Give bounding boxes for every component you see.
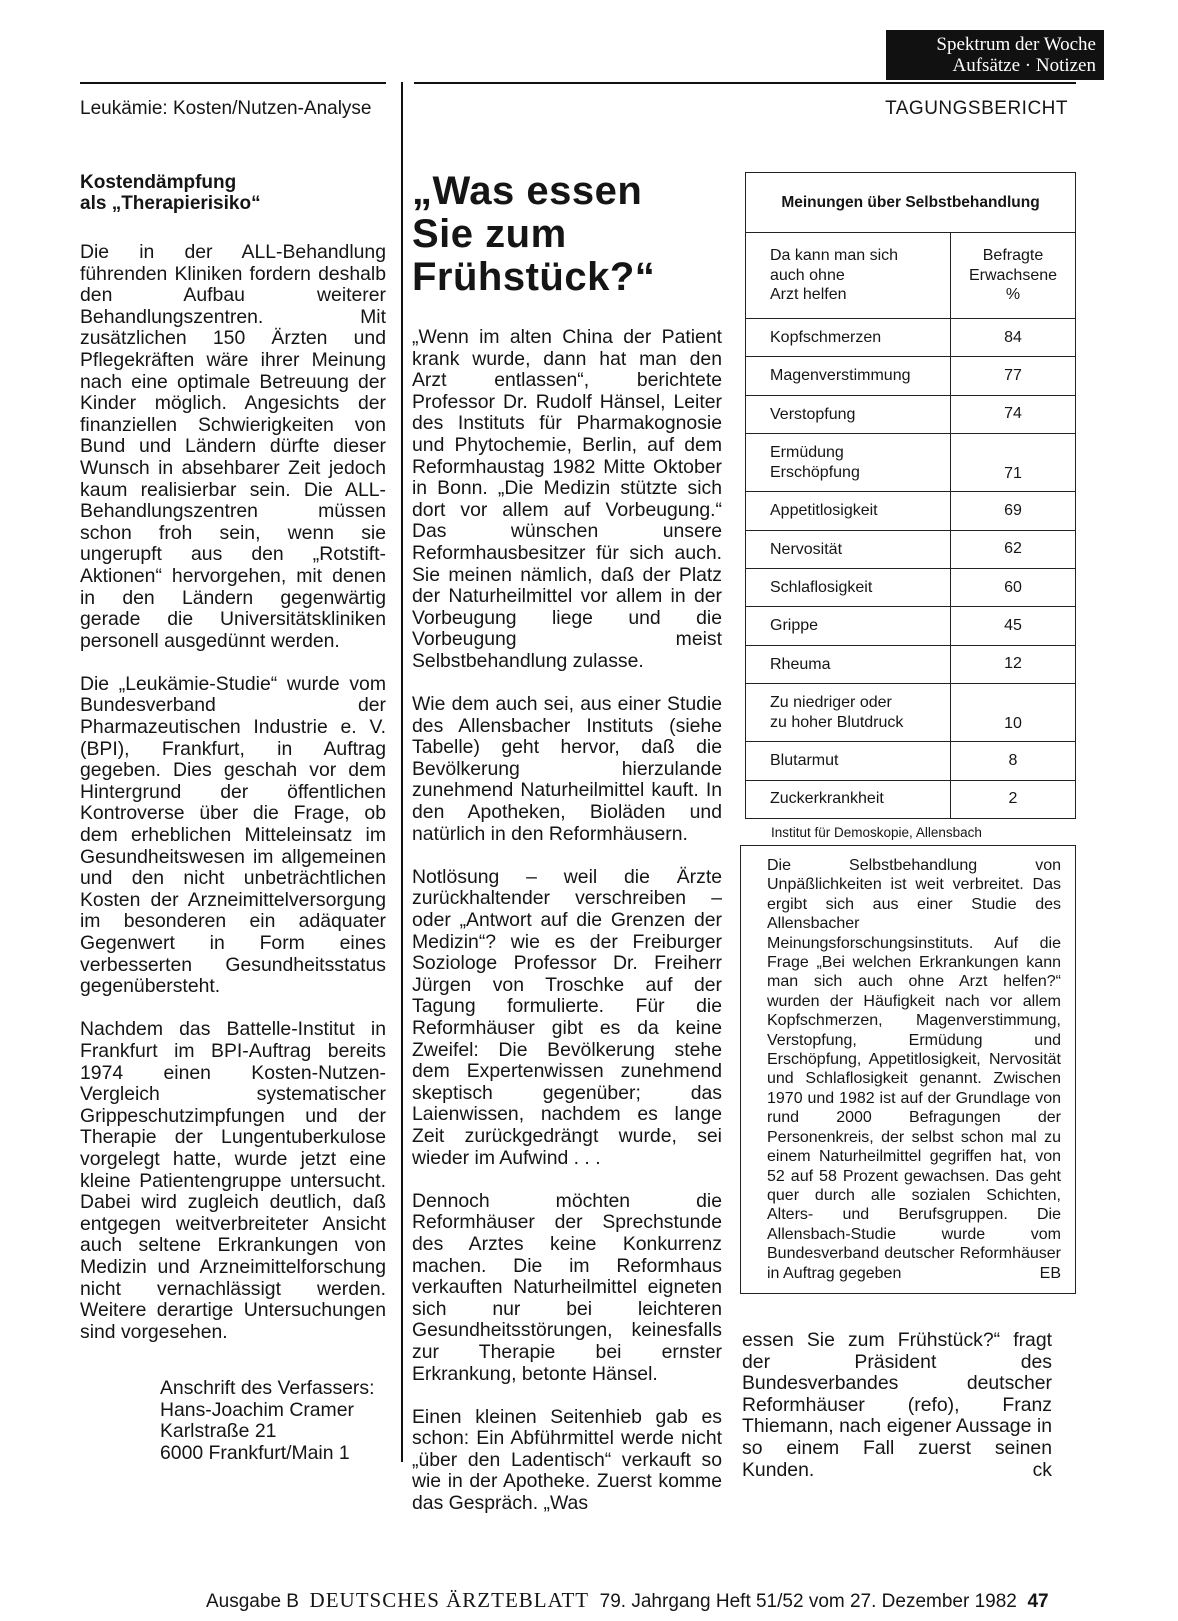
table-header-condition: [746, 233, 951, 319]
row-condition: Kopfschmerzen: [746, 319, 951, 357]
header-right-kicker: TAGUNGSBERICHT: [885, 98, 1068, 119]
row-condition: Zuckerkrankheit: [746, 780, 951, 818]
header-line: Arzt helfen: [770, 286, 847, 304]
table-source: Institut für Demoskopie, Allensbach: [771, 824, 982, 840]
table-row: [746, 395, 1076, 433]
row-percent: 74: [951, 395, 1076, 433]
header-rule-left: [80, 82, 386, 84]
badge-line-2: Aufsätze · Notizen: [952, 55, 1096, 76]
headline-line: Sie zum: [412, 212, 567, 256]
address-line: 6000 Frankfurt/Main 1: [160, 1441, 350, 1464]
address-line: Karlstraße 21: [160, 1420, 277, 1443]
row-condition: Blutarmut: [746, 742, 951, 780]
table-body: [746, 319, 1076, 819]
row-percent: 71: [951, 434, 1076, 492]
column-divider: [401, 82, 403, 1462]
main-paragraph: „Wenn im alten China der Patient krank wurde, dann hat man den Arzt entlassen“, berichtete Professor Dr. Rudolf Hänsel, Leiter des Instituts für Pharmakognosie und Phytochemie, Berlin, auf dem Reformhaustag 1982 Mitte Oktober in Bonn. „Die Medizin stützte sich dort vor allem auf Vorbeugung.“ Das wünschen unsere Reformhausbesitzer für sich auch. Sie meinen nämlich, daß der Platz der Naturheilmittel vor allem in der Vorbeugung liege und die Vorbeugung meist Selbstbehandlung zulasse.: [412, 326, 722, 672]
page-number: 47: [1027, 1591, 1049, 1612]
row-percent: 77: [951, 357, 1076, 395]
row-percent: 10: [951, 684, 1076, 742]
footer-edition: Ausgabe B: [206, 1591, 299, 1612]
table-row: [746, 607, 1076, 645]
main-paragraph: Einen kleinen Seitenhieb gab es schon: Ein Abführmittel werde nicht „über den Ladentisch“ verkauft so wie in der Apotheke. Zuerst komme das Gespräch. „Was: [412, 1405, 722, 1515]
main-paragraph: Notlösung – weil die Ärzte zurückhaltender verschreiben – oder „Antwort auf die Grenzen der Medizin“? wie es der Freiburger Soziologe Professor Dr. Freiherr Jürgen von Troschke auf der Tagung formulierte. Für die Reformhäuser gibt es da keine Zweifel: Die Bevölkerung stehe dem Expertenwissen zunehmend skeptisch gegenüber; das Laienwissen, nachdem es lange Zeit zurückgedrängt wurde, sei wieder im Aufwind . . .: [412, 865, 722, 1169]
table-title: Meinungen über Selbstbehandlung: [746, 173, 1076, 233]
table-row: [746, 742, 1076, 780]
row-percent: 45: [951, 607, 1076, 645]
row-condition: Verstopfung: [746, 395, 951, 433]
footer-masthead: DEUTSCHES ÄRZTEBLATT: [309, 1588, 590, 1612]
article-continuation: [742, 1330, 1052, 1481]
section-badge: [886, 30, 1104, 80]
header-line: Erwachsene: [968, 266, 1058, 284]
left-subhead-line-2: als „Therapierisiko“: [80, 193, 261, 214]
row-condition: Nervosität: [746, 530, 951, 568]
continuation-signature: ck: [1032, 1458, 1052, 1481]
survey-table-box: [745, 172, 1076, 840]
main-article: [412, 170, 722, 1536]
table-row: [746, 434, 1076, 492]
header-line: Befragte: [982, 247, 1044, 265]
main-headline: [412, 170, 722, 299]
table-row: [746, 684, 1076, 742]
table-row: [746, 568, 1076, 606]
header-left-kicker: Leukämie: Kosten/Nutzen-Analyse: [80, 98, 372, 119]
main-paragraph: Dennoch möchten die Reformhäuser der Sprechstunde des Arztes keine Konkurrenz machen. Die im Reformhaus verkauften Naturheilmittel eigneten sich nur bei leichteren Gesundheitsstörungen, keinesfalls zur Therapie bei ernster Erkrankung, betonte Hänsel.: [412, 1189, 722, 1385]
author-address: [160, 1378, 374, 1464]
row-condition: Ermüdung Erschöpfung: [746, 434, 951, 492]
page-footer: [206, 1588, 1049, 1613]
table-row: [746, 357, 1076, 395]
main-article-body: [412, 327, 722, 1515]
address-line: Hans-Joachim Cramer: [160, 1398, 354, 1421]
table-row: [746, 780, 1076, 818]
left-paragraph: Nachdem das Battelle-Institut in Frankfurt im BPI-Auftrag bereits 1974 einen Kosten-Nutzen-Vergleich systematischer Grippeschutzimpfungen und der Therapie der Lungentuberkulose vorgelegt hatte, wurde jetzt eine kleine Patientengruppe untersucht. Dabei wird zugleich deutlich, daß entgegen weitverbreiteter Ansicht auch seltene Erkrankungen von Medizin und Arzneimittelforschung nicht vernachlässigt werden. Weitere derartige Untersuchungen sind vorgesehen.: [80, 1018, 386, 1343]
header-line: %: [1005, 286, 1021, 304]
table-header-percent: [951, 233, 1076, 319]
row-percent: 8: [951, 742, 1076, 780]
header-rule-right: [414, 82, 1076, 84]
survey-table: [745, 172, 1076, 819]
table-row: [746, 530, 1076, 568]
left-article: [80, 172, 386, 1365]
continuation-text: essen Sie zum Frühstück?“ fragt der Präsident des Bundesverbandes deutscher Reformhäuser (refo), Franz Thiemann, nach eigener Aussage in so einem Fall zuerst seinen Kunden.: [742, 1329, 1052, 1481]
headline-line: Frühstück?“: [412, 255, 656, 299]
summary-signature: EB: [1039, 1264, 1061, 1282]
main-paragraph: Wie dem auch sei, aus einer Studie des Allensbacher Instituts (siehe Tabelle) geht hervor, daß die Bevölkerung hierzulande zunehmend Naturheilmittel kauft. In den Apotheken, Bioläden und natürlich in den Reformhäusern.: [412, 693, 722, 845]
left-article-body: [80, 242, 386, 1343]
left-subhead-line-1: Kostendämpfung: [80, 172, 237, 193]
row-condition: Schlaflosigkeit: [746, 568, 951, 606]
header-line: auch ohne: [770, 266, 845, 284]
row-percent: 2: [951, 780, 1076, 818]
summary-box: [740, 845, 1076, 1294]
row-condition: Zu niedriger oder zu hoher Blutdruck: [746, 684, 951, 742]
row-condition: Rheuma: [746, 645, 951, 683]
address-line: Anschrift des Verfassers:: [160, 1377, 375, 1399]
row-percent: 62: [951, 530, 1076, 568]
row-percent: 60: [951, 568, 1076, 606]
row-percent: 69: [951, 492, 1076, 530]
summary-text: Die Selbstbehandlung von Unpäßlichkeiten ist weit verbreitet. Das ergibt sich aus einer Studie des Allensbacher Meinungsforschungsinstituts. Auf die Frage „Bei welchen Erkrankungen kann man sich auch ohne Arzt helfen?“ wurden der Häufigkeit nach vor allem Kopfschmerzen, Magenverstimmung, Verstopfung, Ermüdung und Erschöpfung, Appetitlosigkeit, Nervosität und Schlaflosigkeit genannt. Zwischen 1970 und 1982 ist auf der Grundlage von rund 2000 Befragungen der Personenkreis, der selbst schon mal zu einem Naturheilmittel gegriffen hat, von 52 auf 58 Prozent gewachsen. Das geht quer durch alle sozialen Schichten, Alters- und Berufsgruppen. Die Allensbach-Studie wurde vom Bundesverband deutscher Reformhäuser in Auftrag gegeben: [767, 857, 1061, 1282]
row-percent: 84: [951, 319, 1076, 357]
table-row: [746, 492, 1076, 530]
left-paragraph: Die „Leukämie-Studie“ wurde vom Bundesverband der Pharmazeutischen Industrie e. V. (BPI), Frankfurt, in Auftrag gegeben. Dies geschah vor dem Hintergrund der öffentlichen Kontroverse über die Frage, ob dem erheblichen Mitteleinsatz im Gesundheitswesen im allgemeinen und den nicht unbeträchtlichen Kosten der Arzneimittelversorgung im besonderen ein adäquater Gegenwert in Form eines verbesserten Gesundheitsstatus gegenübersteht.: [80, 672, 386, 998]
header-line: Da kann man sich: [770, 247, 899, 265]
row-percent: 12: [951, 645, 1076, 683]
table-row: [746, 319, 1076, 357]
row-condition: Grippe: [746, 607, 951, 645]
left-paragraph: Die in der ALL-Behandlung führenden Kliniken fordern deshalb den Aufbau weiterer Behandlungszentren. Mit zusätzlichen 150 Ärzten und Pflegekräften wäre ihrer Meinung nach eine optimale Betreuung der Kinder möglich. Angesichts der finanziellen Schwierigkeiten von Bund und Ländern dürfte dieser Wunsch in absehbarer Zeit jedoch kaum realisierbar sein. Die ALL-Behandlungszentren müssen schon froh sein, wenn sie ungerupft aus den „Rotstift-Aktionen“ hervorgehen, mit denen in den Ländern gegenwärtig gerade die Universitätskliniken personell ausgedünnt werden.: [80, 241, 386, 652]
headline-line: „Was essen: [412, 169, 643, 213]
footer-issue: 79. Jahrgang Heft 51/52 vom 27. Dezember 1982: [599, 1591, 1017, 1612]
row-condition: Appetitlosigkeit: [746, 492, 951, 530]
table-row: [746, 645, 1076, 683]
row-condition: Magenverstimmung: [746, 357, 951, 395]
badge-line-1: Spektrum der Woche: [936, 34, 1096, 55]
